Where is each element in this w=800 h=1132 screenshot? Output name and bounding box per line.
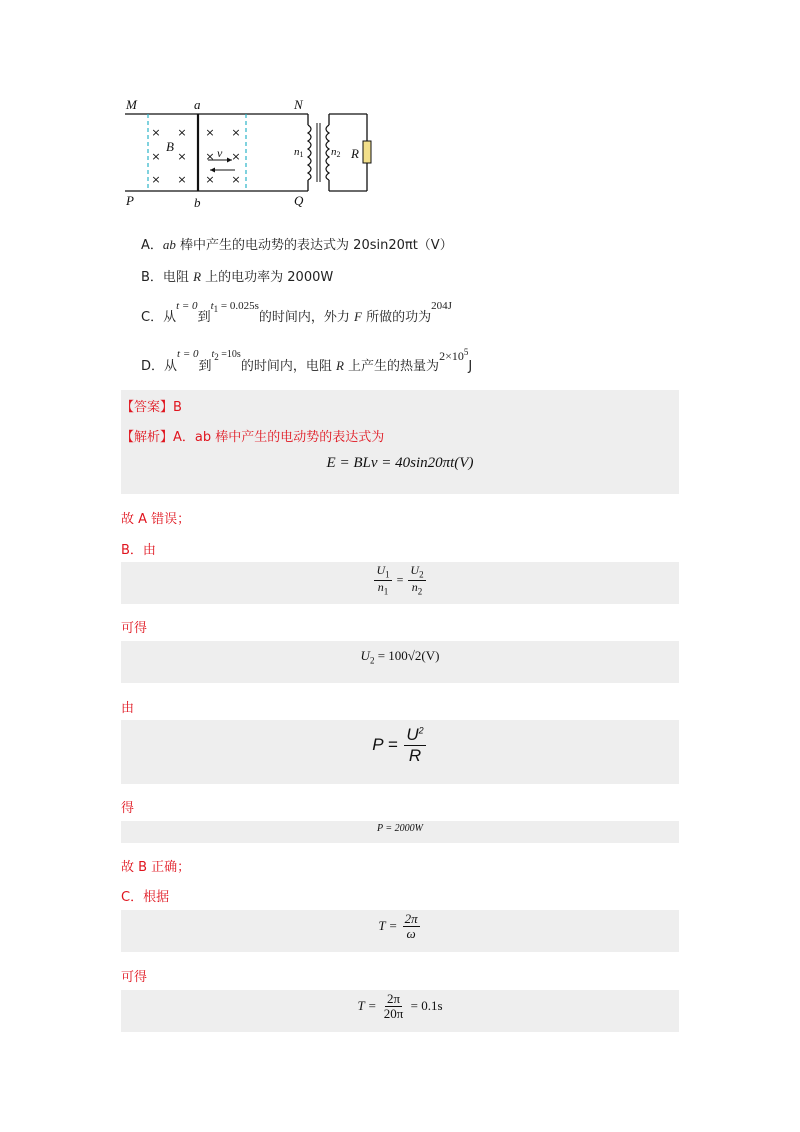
label-R: R: [351, 146, 359, 161]
label-n2: n2: [331, 146, 341, 159]
svg-text:×: ×: [177, 173, 187, 186]
equation-u2: $U_2 = 100√2(V)$: [360, 648, 440, 666]
label-N: N: [294, 97, 303, 112]
svg-text:×: ×: [231, 150, 241, 163]
option-A: A．ab 棒中产生的电动势的表达式为 20sin20πt（V）: [141, 237, 453, 253]
analysis-label: 【解析】A．ab 棒中产生的电动势的表达式为: [121, 430, 385, 445]
answer-label: 【答案】B: [121, 400, 182, 415]
svg-text:×: ×: [177, 150, 187, 163]
svg-text:×: ×: [205, 173, 215, 186]
svg-text:×: ×: [151, 173, 161, 186]
equation-period-value: T = $\frac{2\pi}{20\pi}$ = 0.1s: [357, 991, 443, 1022]
option-B: B．电阻 R 上的电功率为 2000W: [141, 269, 334, 285]
resistor-R: [363, 141, 371, 163]
label-v: v: [217, 146, 223, 160]
equation-p-result: P = 2000W: [376, 823, 423, 834]
equation-power: P = $\frac{U^2}{R}$: [372, 725, 424, 765]
label-B: B: [166, 139, 174, 154]
svg-text:×: ×: [231, 173, 241, 186]
svg-text:×: ×: [231, 126, 241, 139]
de-text: 得: [121, 801, 135, 816]
b-right-text: 故 B 正确；: [121, 860, 191, 875]
label-P: P: [126, 193, 134, 208]
label-b: b: [194, 195, 201, 210]
option-D: D．从t = 0到$t_2 =10s$的时间内，电阻 R 上产生的热量为$2\times 10^5J$: [141, 347, 473, 374]
equation-turns-ratio: $\frac{U_1}{n_1}$ = $\frac{U_2}{n_2}$: [376, 563, 424, 597]
equation-emf: E = BLv = 40sin20πt(V): [326, 455, 474, 471]
a-wrong-text: 故 A 错误；: [121, 512, 191, 527]
label-a: a: [194, 97, 201, 112]
label-n1: n1: [294, 146, 304, 159]
svg-text:×: ×: [205, 126, 215, 139]
b-from-text: B．由: [121, 543, 156, 558]
svg-text:×: ×: [151, 126, 161, 139]
svg-text:×: ×: [177, 126, 187, 139]
field-crosses: [151, 126, 240, 186]
label-Q: Q: [294, 193, 304, 208]
primary-coil: [308, 125, 311, 180]
equation-period: T = $\frac{2\pi}{\omega}$: [378, 911, 418, 942]
secondary-coil: [326, 125, 329, 180]
c-basis-text: C．根据: [121, 890, 170, 905]
svg-text:×: ×: [205, 150, 215, 163]
ke-de-text-2: 可得: [121, 970, 148, 985]
svg-text:×: ×: [151, 150, 161, 163]
circuit-diagram: [120, 95, 390, 210]
you-text: 由: [121, 701, 135, 716]
label-M: M: [126, 97, 137, 112]
ke-de-text-1: 可得: [121, 621, 148, 636]
option-C: C．从t = 0到$t_1 = 0.025s$的时间内，外力 F 所做的功为204J: [141, 300, 452, 325]
